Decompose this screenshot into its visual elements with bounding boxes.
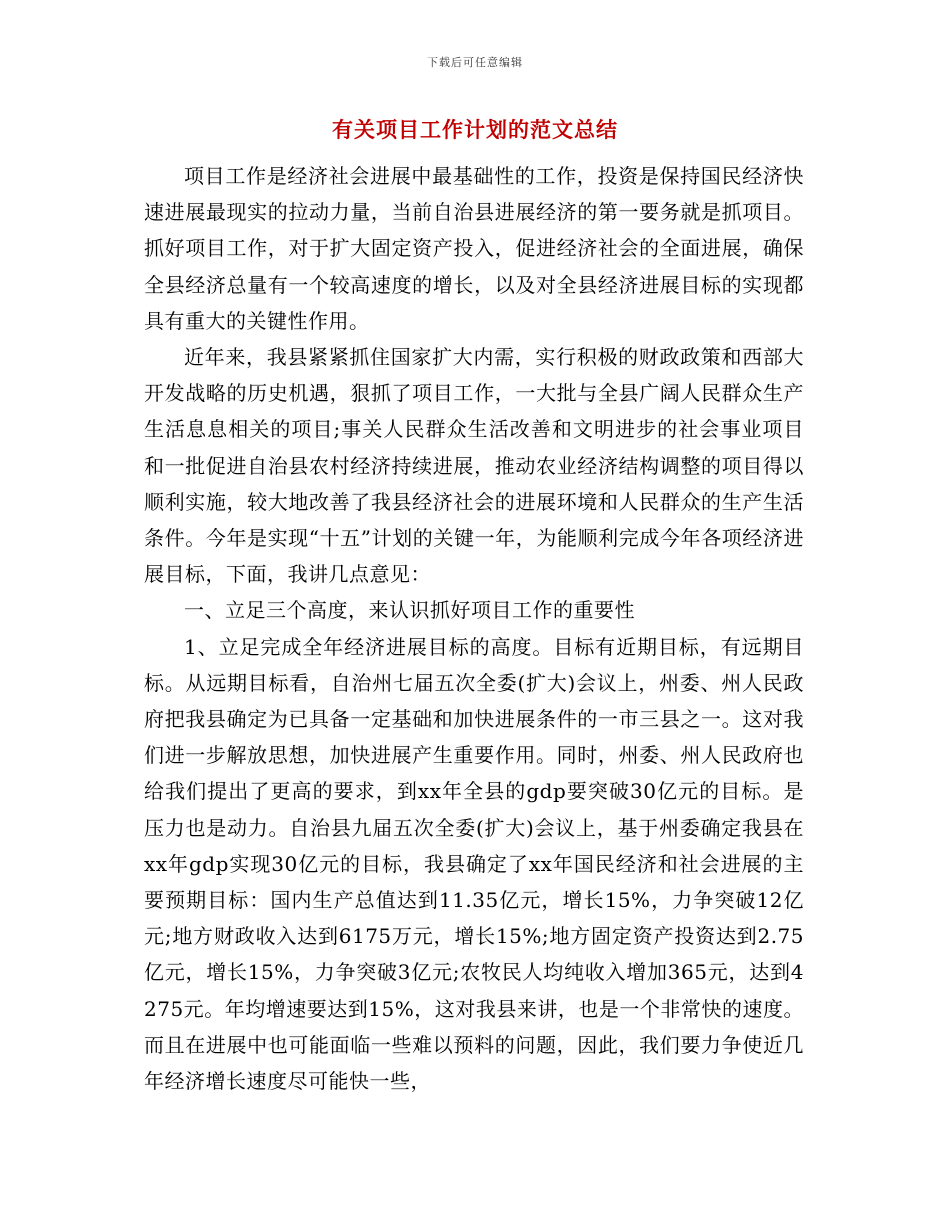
section-heading-1: 一、立足三个高度，来认识抓好项目工作的重要性 xyxy=(184,598,635,623)
document-title: 有关项目工作计划的范文总结 xyxy=(332,118,618,142)
paragraph-recent-years: 近年来，我县紧紧抓住国家扩大内需，实行积极的财政政策和西部大开发战略的历史机遇，狠抓了项目工作，一大批与全县广阔人民群众生产生活息息相关的项目;事关人民群众生活改善和文明进步的社会事业项目和一批促进自治县农村经济持续进展，推动农业经济结构调整的项目得以顺利实施，较大地改善了我县经济社会的进展环境和人民群众的生产生活条件。今年是实现“十五”计划的关键一年，为能顺利完成今年各项经济进展目标，下面，我讲几点意见： xyxy=(144,345,804,587)
document-body xyxy=(144,158,804,1099)
paragraph-intro: 项目工作是经济社会进展中最基础性的工作，投资是保持国民经济快速进展最现实的拉动力量，当前自治县进展经济的第一要务就是抓项目。抓好项目工作，对于扩大固定资产投入，促进经济社会的全面进展，确保全县经济总量有一个较高速度的增长，以及对全县经济进展目标的实现都具有重大的关键性作用。 xyxy=(144,164,804,333)
paragraph-point-1: 1、立足完成全年经济进展目标的高度。目标有近期目标，有远期目标。从远期目标看，自治州七届五次全委(扩大)会议上，州委、州人民政府把我县确定为已具备一定基础和加快进展条件的一市三县之一。这对我们进一步解放思想，加快进展产生重要作用。同时，州委、州人民政府也给我们提出了更高的要求，到xx年全县的gdp要突破30亿元的目标。是压力也是动力。自治县九届五次全委(扩大)会议上，基于州委确定我县在xx年gdp实现30亿元的目标，我县确定了xx年国民经济和社会进展的主要预期目标：国内生产总值达到11.35亿元，增长15%，力争突破12亿元;地方财政收入达到6175万元，增长15%;地方固定资产投资达到2.75亿元，增长15%，力争突破3亿元;农牧民人均纯收入增加365元，达到4275元。年均增速要达到15%，这对我县来讲，也是一个非常快的速度。而且在进展中也可能面临一些难以预料的问题，因此，我们要力争使近几年经济增长速度尽可能快一些， xyxy=(144,634,804,1094)
header-note: 下载后可任意编辑 xyxy=(427,56,523,69)
